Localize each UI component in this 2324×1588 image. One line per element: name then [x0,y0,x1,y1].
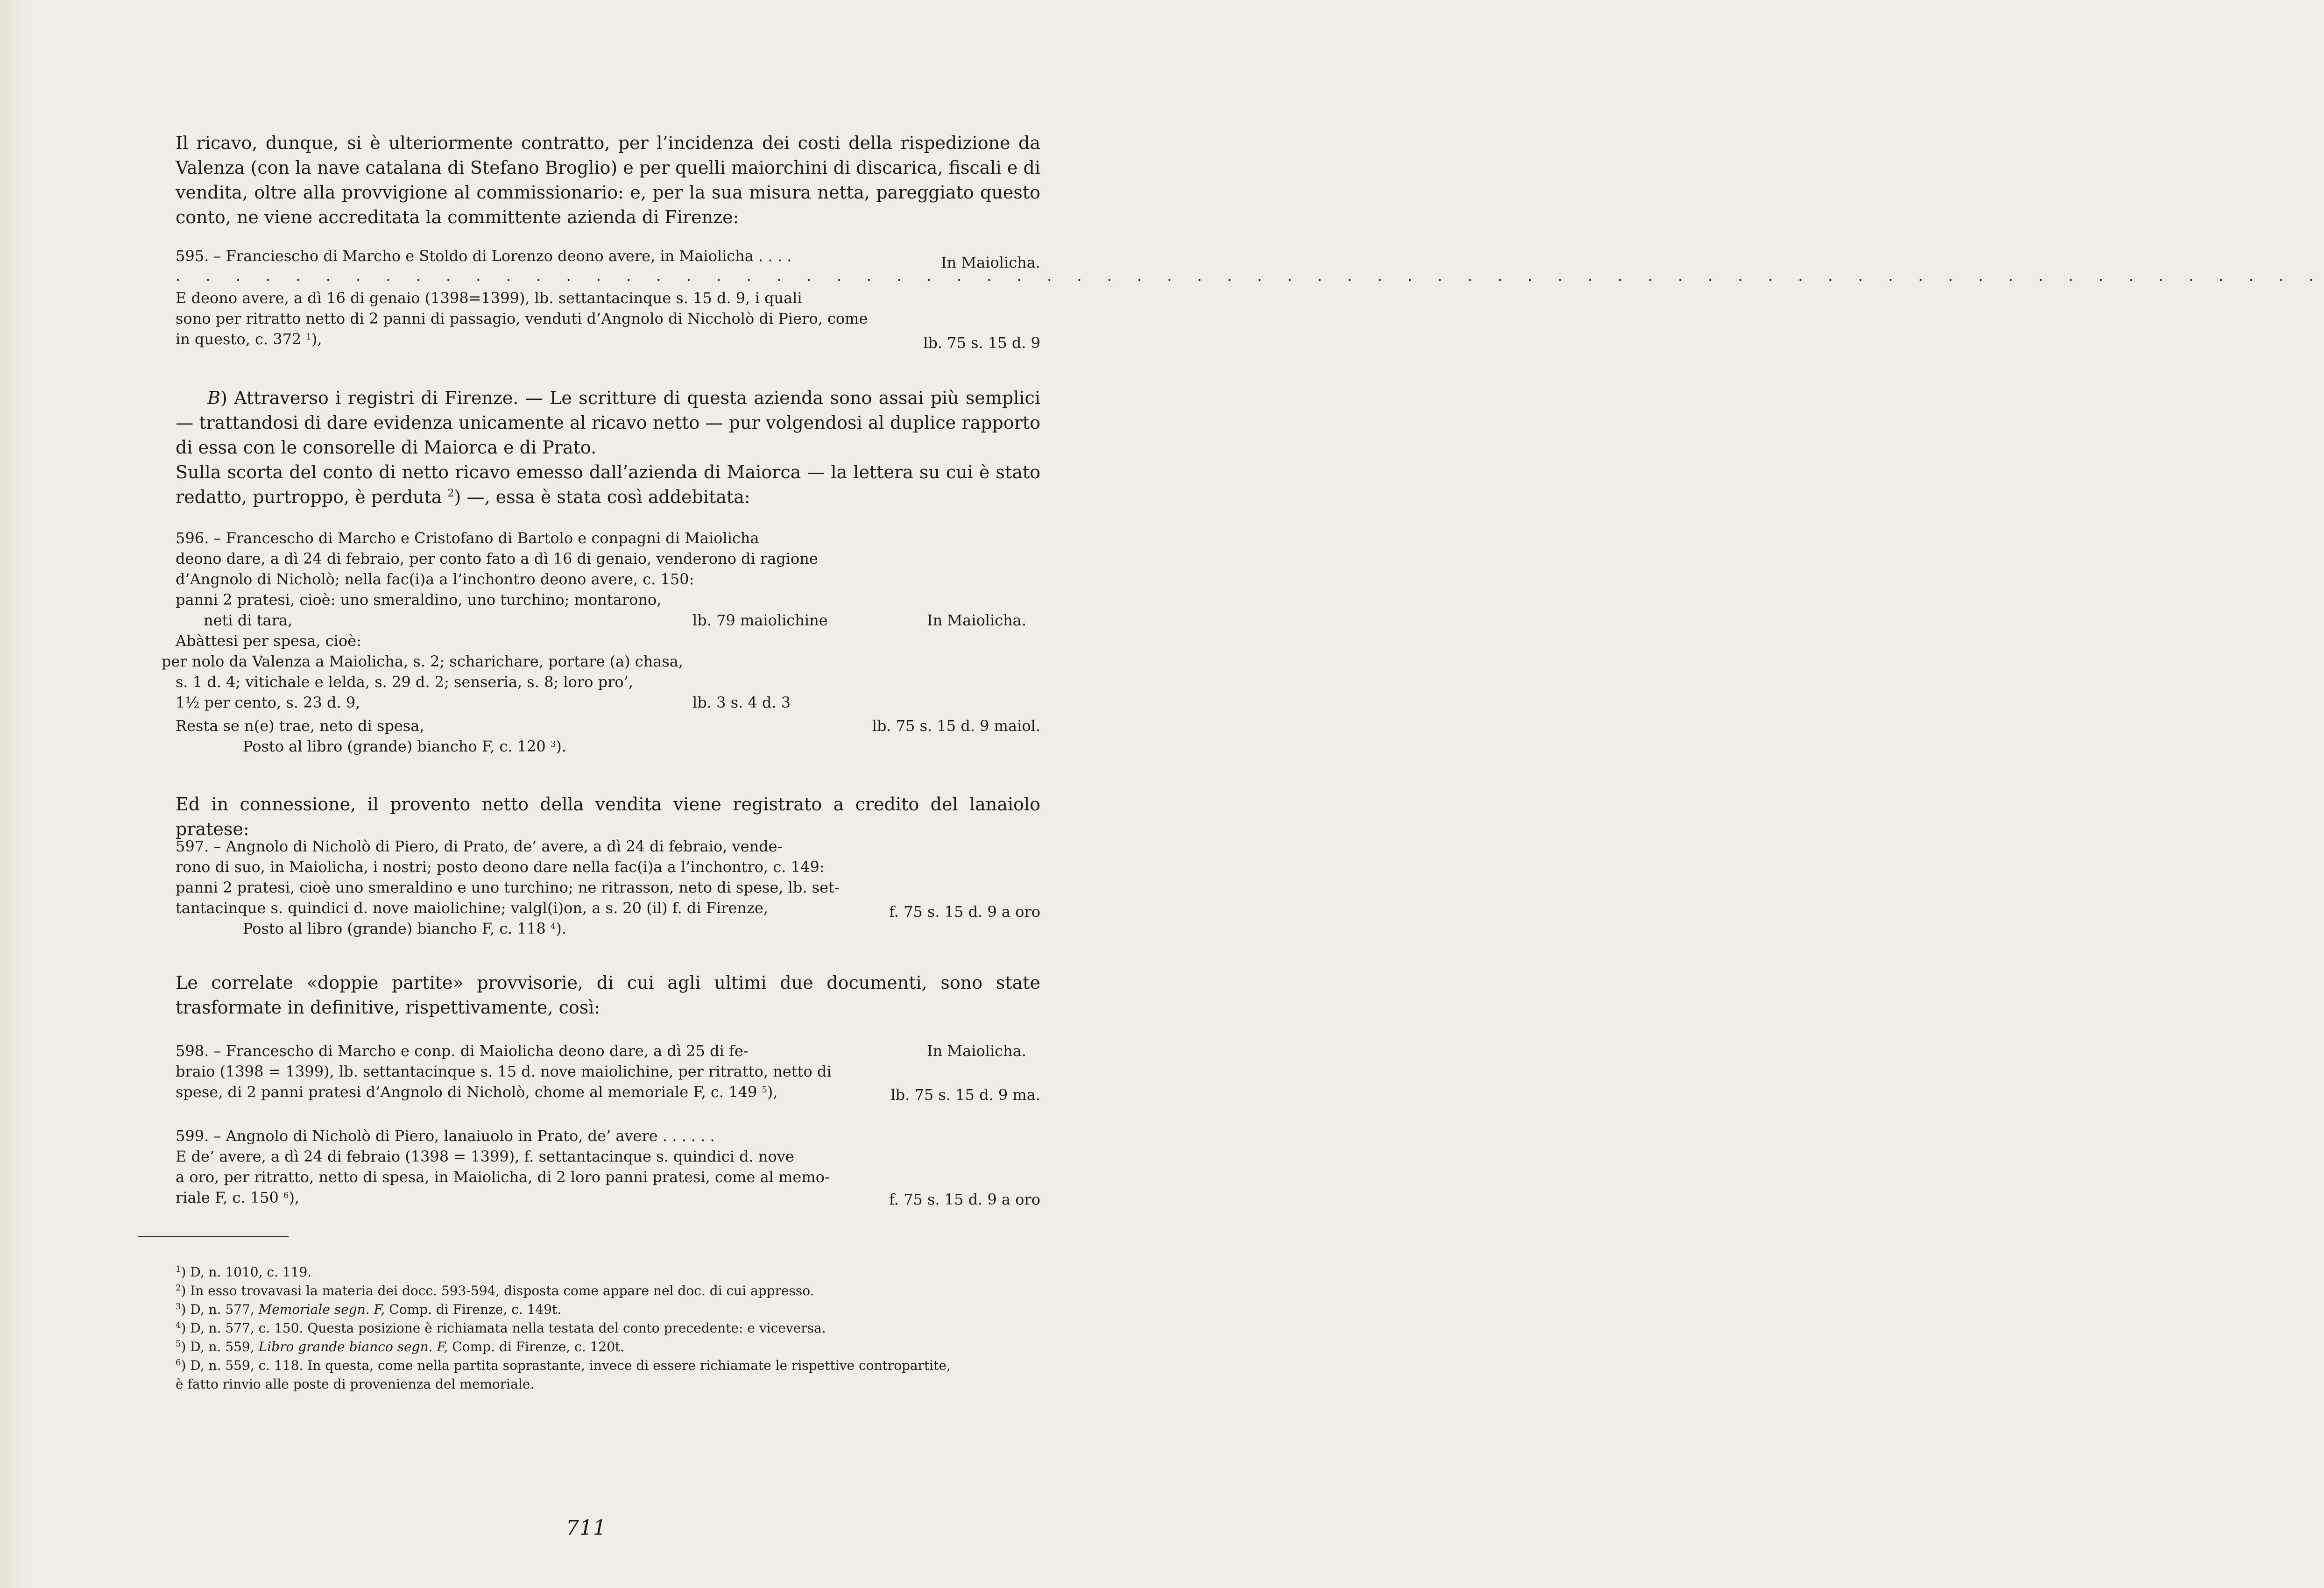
footnote-text: ) D, n. 559, c. 118. In questa, come nella partita soprastante, invece di essere richiamate le rispettive contropartite, [181,1358,951,1373]
footnote-text: Comp. di Firenze, c. 149t. [385,1302,562,1317]
doc-amount: lb. 75 s. 15 d. 9 maiol. [872,717,1040,735]
paragraph-text: Ed in connessione, il provento netto della vendita viene registrato a credito del lanaiolo pratese: [176,794,1040,839]
footnote-number: 5 [176,1339,181,1349]
footnote-text: ) D, n. 577, [181,1302,259,1317]
footnote-1 [176,1263,1040,1282]
paragraph-connessione [176,792,1040,842]
doc-line: deono dare, a dì 24 di febraio, per conto fato a dì 16 di genaio, venderono di ragione [176,550,818,567]
doc-amount: lb. 79 maiolichine [692,611,828,629]
footnotes [176,1263,1040,1394]
document-597 [176,836,1040,939]
footnote-number: 3 [176,1302,181,1312]
paragraph-body: ) Attraverso i registri di Firenze. — Le scritture di questa azienda sono assai più semplici — trattandosi di dare evidenza unicamente al ricavo netto — pur volgendosi al duplice rapporto di essa con le consorelle di Maiorca e di Prato. [176,388,1040,458]
doc-line: sono per ritratto netto di 2 panni di passagio, venduti d’Angnolo di Niccholò di Piero, come [176,310,868,327]
footnote-text: ) D, n. 1010, c. 119. [181,1264,312,1280]
footnote-5 [176,1338,1040,1356]
doc-line [243,736,566,757]
footnote-ref: 2 [447,488,454,499]
footnote-text: ) In esso trovavasi la materia dei docc. 593-594, disposta come appare nel doc. di cui appresso. [181,1283,814,1298]
paragraph-b [176,386,1040,460]
doc-text: Posto al libro (grande) biancho F, c. 120 [243,737,546,755]
doc-line: Resta se n(e) trae, neto di spesa, [176,717,424,735]
doc-line: d’Angnolo di Nicholò; nella fac(i)a a l’inchontro deono avere, c. 150: [176,570,694,588]
doc-line: 599. – Angnolo di Nicholò di Piero, lanaiuolo in Prato, de’ avere . . . . . . [176,1127,715,1145]
doc-line: rono di suo, in Maiolicha, i nostri; posto deono dare nella fac(i)a a l’inchontro, c. 149: [176,858,825,876]
footnote-number: 2 [176,1283,181,1293]
footnote-ref: 6 [283,1191,289,1200]
document-595 [176,246,2324,352]
footnote-text: ) D, n. 559, [181,1339,259,1354]
doc-place: In Maiolicha. [926,1042,1026,1060]
doc-amount: lb. 75 s. 15 d. 9 ma. [890,1086,1040,1104]
doc-text: spese, di 2 panni pratesi d’Angnolo di Nicholò, chome al memoriale F, c. 149 [176,1083,757,1101]
doc-place: In Maiolicha. [940,254,1040,271]
footnote-text: Comp. di Firenze, c. 120t. [448,1339,625,1354]
doc-line: 1½ per cento, s. 23 d. 9, [176,694,360,711]
doc-line: panni 2 pratesi, cioè: uno smeraldino, uno turchino; montarono, [176,591,662,609]
footnote-ref: 1 [306,332,311,342]
doc-line: 596. – Francescho di Marcho e Cristofano di Bartolo e conpagni di Maiolicha [176,529,759,547]
document-599 [176,1126,1040,1208]
paragraph-intro [176,131,1040,230]
doc-amount: f. 75 s. 15 d. 9 a oro [889,903,1040,921]
footnote-ref: 4 [550,922,556,931]
dot-leader: . . . . . . . . . . . . . . . . . . . . . . . . . . . . . . . . . . . . . . . . . . . . . . . . . . . . . . . . . . . . . . . . . . . . . . . . [176,267,2324,284]
paragraph-maiorca [176,460,1040,510]
paragraph-text [176,386,1040,460]
footnote-ref: 5 [762,1085,767,1095]
doc-text: ), [289,1189,300,1206]
doc-text: ). [556,737,566,755]
footnote-rule [138,1236,289,1237]
doc-line: E deono avere, a dì 16 di genaio (1398=1399), lb. settantacinque s. 15 d. 9, i quali [176,289,802,307]
doc-line: s. 1 d. 4; vitichale e lelda, s. 29 d. 2; senseria, s. 8; loro pro’, [176,673,633,691]
doc-line: braio (1398 = 1399), lb. settantacinque s. 15 d. nove maiolichine, per ritratto, netto di [176,1063,832,1080]
doc-line: tantacinque s. quindici d. nove maiolichine; valgl(i)on, a s. 20 (il) f. di Firenze, [176,899,768,917]
footnote-ref: 3 [550,739,556,749]
footnote-number: 6 [176,1358,181,1368]
doc-text: ), [311,330,322,348]
doc-line [176,1082,778,1102]
page-number: 711 [566,1516,607,1540]
doc-line [176,329,322,349]
paragraph-text: Le correlate «doppie partite» provvisorie, di cui agli ultimi due documenti, sono state trasformate in definitive, rispettivamente, così: [176,972,1040,1018]
doc-text: riale F, c. 150 [176,1189,279,1206]
doc-line: neti di tara, [204,611,293,629]
doc-place: In Maiolicha. [926,611,1026,629]
doc-line [243,918,566,939]
document-596 [162,528,1040,757]
doc-line: 595. – Franciescho di Marcho e Stoldo di Lorenzo deono avere, in Maiolicha . . . . [176,247,792,265]
doc-text: ), [767,1083,778,1101]
doc-line: per nolo da Valenza a Maiolicha, s. 2; scharichare, portare (a) chasa, [162,652,684,670]
footnote-4 [176,1319,1040,1338]
document-598 [176,1041,1040,1102]
footnote-text: è fatto rinvio alle poste di provenienza del memoriale. [176,1376,535,1392]
doc-line: a oro, per ritratto, netto di spesa, in Maiolicha, di 2 loro panni pratesi, come al memo- [176,1168,830,1186]
footnote-number: 4 [176,1320,181,1330]
doc-amount: f. 75 s. 15 d. 9 a oro [889,1191,1040,1208]
doc-line: 597. – Angnolo di Nicholò di Piero, di Prato, de’ avere, a dì 24 di febraio, vende- [176,837,783,855]
doc-amount: lb. 3 s. 4 d. 3 [692,694,791,711]
footnote-title: Memoriale segn. F, [258,1302,385,1317]
footnote-text: ) D, n. 577, c. 150. Questa posizione è richiamata nella testata del conto precedente: e viceversa. [181,1320,826,1336]
footnote-title: Libro grande bianco segn. F, [258,1339,448,1354]
footnote-6-continued [176,1375,1040,1394]
doc-line [176,1187,299,1208]
doc-text: in questo, c. 372 [176,330,302,348]
paragraph-body: Sulla scorta del conto di netto ricavo emesso dall’azienda di Maiorca — la lettera su cui è stato redatto, purtroppo, è perduta [176,462,1040,507]
paragraph-body: ) —, essa è stata così addebitata: [454,487,750,507]
footnote-2 [176,1282,1040,1300]
paragraph-text [176,460,1040,510]
doc-line: 598. – Francescho di Marcho e conp. di Maiolicha deono dare, a dì 25 di fe- [176,1042,749,1060]
footnote-number: 1 [176,1264,181,1274]
doc-text: ). [556,920,566,937]
section-label: B [207,388,220,408]
footnote-3 [176,1300,1040,1319]
paragraph-text: Il ricavo, dunque, si è ulteriormente contratto, per l’incidenza dei costi della rispedizione da Valenza (con la nave catalana di Stefano Broglio) e per quelli maiorchini di discarica, fiscali e di vendita, oltre alla provvigione al commissionario: e, per la sua misura netta, pareggiato questo conto, ne viene accreditata la committente azienda di Firenze: [176,133,1040,227]
doc-line: Abàttesi per spesa, cioè: [176,632,361,650]
doc-text: Posto al libro (grande) biancho F, c. 118 [243,920,546,937]
paragraph-correlate [176,971,1040,1020]
doc-line: panni 2 pratesi, cioè uno smeraldino e uno turchino; ne ritrasson, neto di spese, lb. set- [176,879,840,896]
doc-amount: lb. 75 s. 15 d. 9 [923,334,1040,352]
page-edge-shadow [0,0,28,1588]
doc-line: E de’ avere, a dì 24 di febraio (1398 = 1399), f. settantacinque s. quindici d. nove [176,1148,794,1165]
footnote-6 [176,1356,1040,1375]
